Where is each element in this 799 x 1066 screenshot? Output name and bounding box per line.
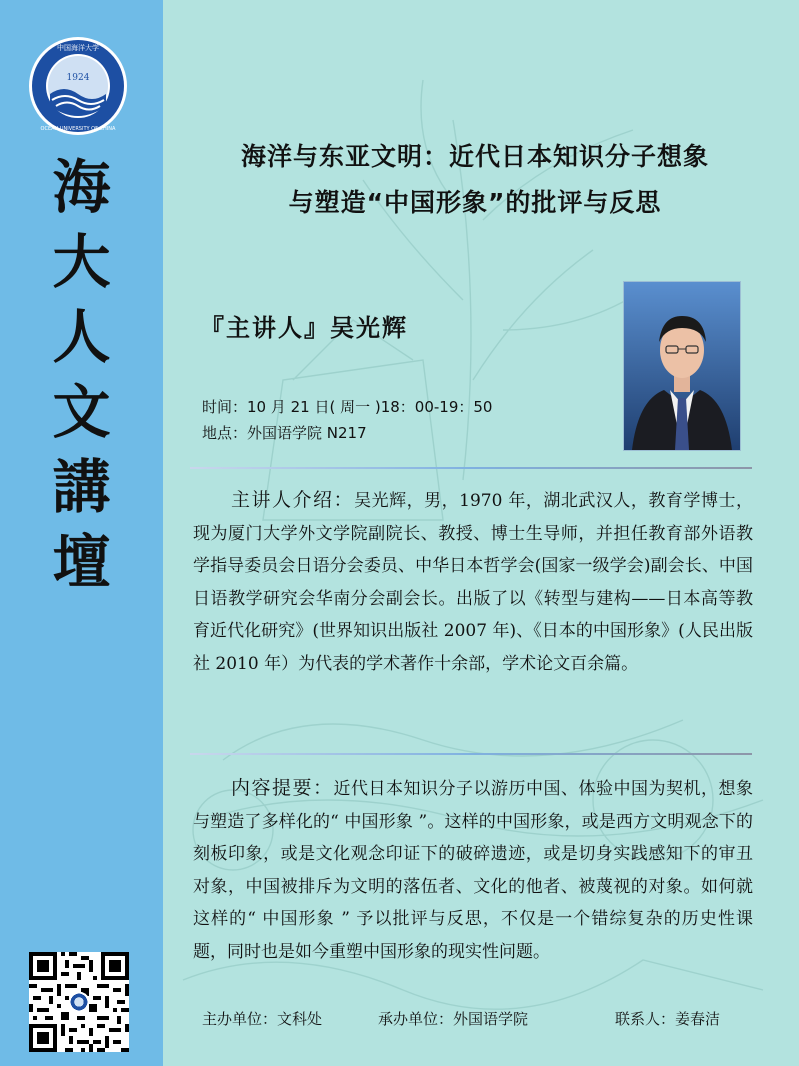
title-line-1: 海洋与东亚文明：近代日本知识分子想象 (240, 142, 709, 171)
intro-label: 主讲人介绍： (231, 489, 355, 511)
svg-text:1924: 1924 (66, 73, 90, 83)
vertical-title-char: 大 (52, 228, 111, 296)
title-line-2: 与塑造“中国形象”的批评与反思 (288, 188, 662, 217)
speaker-label: 『主讲人』 (200, 314, 330, 342)
contact-person: 联系人：姜春洁 (615, 1010, 721, 1028)
divider (190, 753, 752, 755)
vertical-title-char: 壇 (52, 528, 111, 596)
host-unit: 承办单位：外国语学院 (378, 1010, 529, 1028)
speaker-photo (623, 281, 741, 451)
event-place: 地点：外国语学院 N217 (202, 424, 367, 442)
vertical-title-char: 講 (52, 453, 111, 521)
speaker-intro (193, 484, 753, 680)
svg-text:中国海洋大学: 中国海洋大学 (57, 44, 99, 52)
summary-label: 内容提要： (231, 777, 334, 799)
intro-text: 吴光辉，男，1970 年，湖北武汉人，教育学博士，现为厦门大学外文学院副院长、教授、博士生导师，并担任教育部外语教学指导委员会日语分会委员、中华日本哲学会(国家一级学会)副会长、中国日语教学研究会华南分会副会长。出版了以《转型与建构——日本高等教育近代化研究》(世界知识出版社 2007 年)、《日本的中国形象》(人民出版社 2010 年）为代表的学术著作十余部，学术论文百余篇。 (193, 491, 753, 674)
summary-text: 近代日本知识分子以游历中国、体验中国为契机，想象与塑造了多样化的“ 中国形象 ”。这样的中国形象，或是西方文明观念下的刻板印象，或是文化观念印证下的破碎遗迹，或是切身实践感知下的审丑对象，中国被排斥为文明的落伍者、文化的他者、被蔑视的对象。如何就这样的“ 中国形象 ” 予以批评与反思，不仅是一个错综复杂的历史性课题，同时也是如今重塑中国形象的现实性问题。 (193, 779, 753, 962)
vertical-title-char: 人 (52, 303, 111, 371)
lecture-title (185, 134, 765, 226)
content-summary (193, 772, 753, 968)
sidebar (0, 0, 163, 1066)
svg-text:OCEAN UNIVERSITY OF CHINA: OCEAN UNIVERSITY OF CHINA (40, 126, 116, 132)
vertical-title (0, 150, 163, 600)
divider (190, 467, 752, 469)
university-logo (28, 36, 128, 136)
organizer: 主办单位：文科处 (202, 1010, 323, 1028)
vertical-title-char: 海 (52, 153, 111, 221)
qr-code (29, 952, 129, 1052)
vertical-title-char: 文 (52, 378, 111, 446)
speaker-name: 吴光辉 (330, 314, 408, 342)
speaker-heading (200, 308, 408, 343)
event-time: 时间：10 月 21 日( 周一 )18：00-19：50 (202, 398, 493, 416)
